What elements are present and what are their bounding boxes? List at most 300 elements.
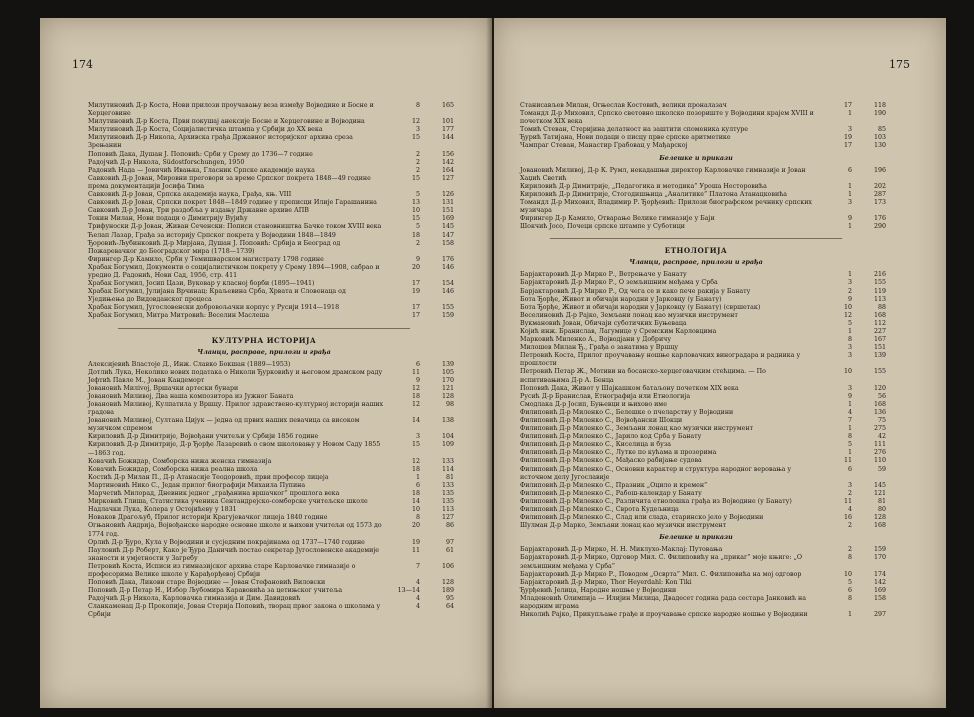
divider: [118, 328, 410, 329]
index-entry: [88, 207, 454, 215]
entry-page: 159: [441, 312, 454, 320]
entry-page: 156: [441, 150, 454, 158]
index-entry: [520, 384, 886, 393]
entry-volume: 2: [847, 522, 852, 530]
index-entry: [520, 327, 886, 336]
entry-volume: 15: [411, 441, 420, 449]
index-entry: [520, 110, 886, 126]
entry-page: 168: [873, 522, 886, 530]
entry-text: Храбак Богумил, Митра Митровић: Веселин Маслеша: [88, 312, 270, 320]
index-entry: [520, 554, 886, 570]
entry-page: 61: [445, 546, 454, 554]
entry-page: 138: [441, 417, 454, 425]
entry-text: Филиповић Д-р Миленко С., Белешке о пчеларству у Војводини: [520, 408, 734, 416]
entry-page: 133: [441, 481, 454, 489]
entry-volume: 9: [847, 215, 852, 223]
entry-volume: 19: [411, 538, 420, 546]
entry-text: Барјактаровић Д-р Мирко Р., Ветрењаче у Банату: [520, 271, 687, 279]
entry-text: Томандл Д-р Миховил, Владимир Р. Ђорђевић: Прилози биографском речнику српских музичара: [520, 198, 812, 215]
entry-page: 120: [873, 384, 886, 392]
entry-volume: 3: [847, 344, 852, 352]
entry-page: 127: [441, 174, 454, 182]
entry-volume: 12: [411, 401, 420, 408]
entry-page: 111: [873, 441, 886, 449]
entry-text: Храбак Богумил, Јулијана Врчинац: Краљевина Срба, Хрвата и Словенаца од Уједињења до Видовданског процеса: [88, 288, 346, 304]
entry-text: Милутиновић Д-р Коста, Нови прилози проучавању веза између Војводине и Босне и Херцеговине: [88, 102, 374, 118]
entry-text: Бота Ђорђе, Живот и обичаји народни у Јарковцу (у Банату): [520, 295, 722, 303]
index-entry: [520, 311, 886, 320]
entry-text: Барјактаровић Д-р Мирко, Thor Heyerdahl: Kon Tiki: [520, 578, 692, 586]
index-entry: [88, 368, 454, 377]
index-entry: [520, 514, 886, 522]
entry-page: 158: [441, 239, 454, 247]
index-entry: [88, 239, 454, 256]
index-entry: [88, 579, 454, 587]
entry-volume: 4: [415, 595, 420, 603]
entry-page: 173: [873, 198, 886, 206]
entry-text: Јефтић Павле М., Јован Кандеморт: [88, 376, 205, 384]
index-entry: [88, 562, 454, 579]
entry-volume: 1: [847, 400, 852, 408]
index-entry: [520, 489, 886, 498]
index-entry: [88, 304, 454, 312]
entry-volume: 7: [415, 562, 420, 570]
index-entry: [520, 190, 886, 199]
index-entry: [520, 142, 886, 150]
entry-volume: 13: [411, 199, 420, 207]
entry-volume: 6: [847, 586, 852, 594]
entry-volume: 9: [415, 255, 420, 263]
entry-volume: 8: [847, 594, 852, 602]
index-entry: [520, 344, 886, 352]
entry-page: 287: [873, 190, 886, 198]
section-subtitle: Чланци, расправе, прилози и грађа: [197, 347, 331, 356]
entry-page: 202: [873, 182, 886, 190]
index-entry: [520, 102, 886, 110]
entry-volume: 3: [415, 126, 420, 134]
entry-page: 189: [441, 587, 454, 595]
entry-volume: 2: [847, 489, 852, 497]
entry-text: Ђурић Татијана, Нови подаци о писцу прве српске аритметике: [520, 134, 731, 142]
index-entry: [520, 433, 886, 441]
index-entry: [88, 255, 454, 264]
entry-volume: 15: [411, 215, 420, 223]
entry-text: Барјактаровић Д-р Мирко Р., О земљишним међама у Срба: [520, 279, 718, 287]
index-entry: [520, 303, 886, 312]
entry-text: Храбак Богумил, Југословенски добровољачки корпус у Русији 1914—1918: [88, 304, 340, 312]
index-entry: [520, 198, 886, 215]
entry-volume: 4: [415, 603, 420, 611]
entry-volume: 10: [843, 368, 852, 376]
entry-page: 196: [873, 166, 886, 174]
index-entry: [520, 425, 886, 433]
entry-text: Савковић Д-р Јован, Српски покрет 1848—1849 године у преписци Илије Гарашанина: [88, 199, 377, 207]
entry-page: 155: [441, 304, 454, 312]
entry-text: Филиповић Д-р Миленко С., Сврота Кудељница: [520, 506, 679, 514]
entry-page: 81: [445, 473, 454, 481]
index-entry: [520, 457, 886, 465]
entry-page: 130: [873, 142, 886, 150]
index-entry: [88, 538, 454, 547]
entry-text: Јовановић Милivoj, Вршачки артески бунари: [88, 384, 239, 392]
entry-text: Поповић Д-р Петар Н., Избор Љубомира Каравовића за цетињског учитеља: [88, 587, 343, 595]
entry-volume: 1: [847, 190, 852, 198]
index-entry: [88, 384, 454, 393]
entry-page: 147: [441, 231, 454, 239]
entry-page: 142: [441, 158, 454, 166]
divider: [550, 238, 842, 239]
entry-page: 216: [873, 271, 886, 279]
entry-text: Бота Ђорђе, Живот и обичаји народни у Јарковцу (у Банату) (свршетак): [520, 303, 761, 311]
entry-volume: 3: [847, 481, 852, 489]
entry-page: 154: [441, 280, 454, 288]
entry-text: Храбак Богумил, Документи о социјалистичком покрету у Срему 1894—1908, сабрао и уредио Д. Радонић, Нови Сад, 1956, стр. 411: [88, 263, 380, 279]
index-entry: [88, 134, 454, 150]
entry-volume: 4: [415, 579, 420, 587]
entry-volume: 19: [411, 288, 420, 296]
entry-page: 59: [877, 465, 886, 473]
index-entry: [520, 336, 886, 344]
entry-text: Дотлић Лука, Неколико нових података о Николи Ђурковићу и његовом драмском раду: [88, 368, 383, 376]
index-entry: [520, 215, 886, 223]
index-entry: [88, 102, 454, 118]
index-entry: [88, 522, 454, 538]
entry-volume: 2: [415, 239, 420, 247]
entry-text: Филиповић Д-р Миленко С., Лутке по кућама и прозорима: [520, 449, 717, 457]
entry-text: Надлачки Лука, Колера у Остојићеву у 1831: [88, 506, 237, 514]
index-entry: [520, 182, 886, 191]
left-page: [40, 18, 492, 708]
entry-volume: 3: [847, 384, 852, 392]
entry-page: 155: [873, 279, 886, 287]
entry-volume: 3: [847, 198, 852, 206]
index-entry: [520, 449, 886, 457]
entry-volume: 11: [411, 546, 420, 554]
index-entry: [88, 215, 454, 223]
entry-page: 158: [873, 594, 886, 602]
entry-page: 176: [441, 255, 454, 263]
entry-text: Станисављев Милан, Огњеслав Костовић, велики проналазач: [520, 102, 727, 109]
index-entry: [520, 578, 886, 587]
entry-page: 151: [873, 344, 886, 352]
entry-text: Алексијевић Властоје Д., Инж. Славко Бокшан (1889—1953): [88, 360, 291, 368]
entry-text: Савковић Д-р Јован, Српска академија наука, Грађа, књ. VIII: [88, 191, 292, 199]
entry-volume: 8: [847, 554, 852, 562]
entry-text: Шулман Д-р Марко, Земљани лонац као музички инструмент: [520, 522, 727, 530]
entry-page: 95: [445, 595, 454, 603]
entry-text: Младеновић Олимпија — Илијин Милица, Двадесет година рада сестара Јанковић на народним играма: [520, 594, 806, 610]
entry-volume: 1: [415, 473, 420, 481]
entry-page: 177: [441, 126, 454, 134]
entry-text: Фирингер Д-р Камило, Отварање Велике гимназије у Баји: [520, 215, 715, 223]
entry-volume: 20: [411, 263, 420, 271]
entry-page: 128: [873, 514, 886, 522]
entry-volume: 15: [411, 174, 420, 182]
entry-page: 113: [441, 506, 454, 514]
entry-page: 75: [877, 417, 886, 424]
entry-volume: 14: [411, 498, 420, 506]
index-entry: [520, 319, 886, 328]
entry-text: Јовановић Миливој, Д-р К. Румл, некадашњи директор Карловачке гимназије и Јован Хаџић Светић: [520, 166, 806, 182]
entry-volume: 8: [415, 514, 420, 522]
entry-page: 88: [877, 303, 886, 311]
entry-text: Николић Рајко, Прикупљање грађе и проучавање српске народне ношње у Војводини: [520, 611, 808, 619]
entry-volume: 8: [847, 433, 852, 441]
entry-page: 110: [873, 457, 886, 465]
entry-volume: 3: [847, 126, 852, 134]
entry-volume: 17: [411, 280, 420, 288]
entry-page: 56: [877, 392, 886, 400]
entry-volume: 5: [847, 578, 852, 586]
entry-text: Ковачић Божидар, Сомборска нижа женска гимназија: [88, 457, 272, 465]
entry-volume: 18: [411, 465, 420, 473]
entry-page: 144: [441, 134, 454, 142]
entry-volume: 20: [411, 522, 420, 530]
entry-text: Радојчић Д-р Никола, Südostforschungen, 1950: [88, 158, 245, 166]
index-entry: [520, 586, 886, 595]
entry-text: Филиповић Д-р Миленко С., Слад или слада, старинско јело у Војводини: [520, 514, 764, 522]
entry-volume: 1: [847, 449, 852, 457]
index-entry: [520, 594, 886, 611]
index-entry: [88, 199, 454, 207]
entry-text: Огњановић Андрија, Војвођанске народне основне школе и њихови учитељи од 1573 до 1774 год.: [88, 522, 382, 538]
entry-text: Шокчић Јосо, Почеци српске штампе у Суботици: [520, 223, 685, 231]
index-entry: [88, 231, 454, 240]
entry-text: Смодлака Д-р Јосип, Буњевци и њихово име: [520, 400, 667, 408]
entry-page: 101: [441, 118, 454, 126]
entry-page: 275: [873, 425, 886, 433]
right-page: [494, 18, 946, 708]
entry-volume: 10: [843, 570, 852, 578]
entry-text: Савковић Д-р Јован, Три раздобља у издању Државне архиве АПВ: [88, 207, 309, 215]
entry-volume: 10: [411, 506, 420, 514]
entry-text: Петровић Коста, Исписи из гимназијског архива старе Карловачке гимназије о професорима Велике школе у Карађорђевој Србији: [88, 562, 356, 578]
entry-page: 276: [873, 449, 886, 457]
index-entry: [88, 546, 454, 563]
entry-page: 81: [877, 497, 886, 505]
entry-page: 145: [441, 223, 454, 231]
page-number-right: 175: [889, 58, 910, 71]
entry-page: 151: [441, 207, 454, 215]
entry-text: Филиповић Д-р Миленко С., Празник „Оцило и кремен”: [520, 481, 708, 489]
entry-text: Филиповић Д-р Миленко С., Земљани лонац као музички инструмент: [520, 425, 754, 433]
index-entry: [88, 223, 454, 231]
entry-text: Филиповић Д-р Миленко С., Различита етнолошка грађа из Војводине (у Банату): [520, 497, 792, 505]
index-entry: [88, 118, 454, 126]
entry-text: Храбак Богумил, Јосип Цази, Вуковар у класној борби (1895—1941): [88, 280, 315, 288]
entry-volume: 1: [847, 223, 852, 231]
entry-text: Сланкаменац Д-р Прокопије, Јован Стерија Поповић, творац првог закона о школама у Србији: [88, 603, 381, 619]
index-entry: [520, 400, 886, 409]
entry-page: 169: [441, 215, 454, 223]
entry-page: 113: [873, 295, 886, 303]
entry-text: Марчетић Милорад, Дневник једног „грађанина вршачког” прошлога века: [88, 490, 340, 498]
index-entry: [88, 603, 454, 619]
entry-text: Марковић Миленко А., Војводјани у Добричу: [520, 336, 672, 344]
index-entry: [520, 352, 886, 368]
entry-volume: 6: [847, 465, 852, 473]
entry-text: Милутиновић Д-р Никола, Архивска грађа Државног историјског архива среза Зрењанин: [88, 134, 353, 150]
entry-text: Мирковић Глиша, Статистика ученика Сентандрејско-сомборске учитељске школе: [88, 498, 368, 506]
entry-text: Мартиновић Нико С., Један прилог биографији Михаила Пупина: [88, 481, 306, 489]
index-entry: [88, 465, 454, 474]
entry-text: Фирингер Д-р Камило, Срби у Темишварском магистрату 1798 године: [88, 255, 324, 263]
entry-page: 136: [873, 408, 886, 416]
section-subtitle: Чланци, расправе, прилози и грађа: [629, 258, 763, 267]
entry-text: Филиповић Д-р Миленко С., Киселица и буза: [520, 441, 672, 449]
index-entry: [88, 506, 454, 514]
entry-page: 169: [873, 586, 886, 594]
index-entry: [520, 271, 886, 279]
entry-text: Веселиновић Д-р Рајко, Земљани лонац као музички инструмент: [520, 311, 738, 319]
entry-page: 165: [441, 102, 454, 109]
entry-page: 190: [873, 110, 886, 118]
entry-volume: 1: [847, 611, 852, 619]
entry-text: Милутиновић Д-р Коста, Социјалистичка штампа у Србији до XX века: [88, 126, 323, 134]
entry-page: 105: [441, 368, 454, 376]
index-entry: [88, 514, 454, 522]
right-entries-main: [520, 271, 886, 530]
index-entry: [88, 376, 454, 385]
entry-page: 164: [441, 166, 454, 174]
index-entry: [520, 611, 886, 619]
index-entry: [88, 166, 454, 175]
index-entry: [88, 288, 454, 304]
entry-text: Радојчић Д-р Никола, Карловачка гимназија и Дим. Давидовић: [88, 595, 301, 603]
entry-page: 168: [873, 400, 886, 408]
entry-page: 114: [441, 465, 454, 473]
entry-volume: 17: [411, 304, 420, 312]
index-entry: [88, 498, 454, 506]
index-entry: [520, 546, 886, 554]
index-entry: [88, 457, 454, 466]
entry-volume: 5: [847, 319, 852, 327]
entry-text: Јовановић Миливој, Кулпатила у Вршцу. Прилог здравствено-културној историји наших градова: [88, 401, 384, 417]
entry-text: Пауловић Д-р Роберт, Како је Ђура Даничић постао секретар Југословенске академије знаности и умјетности у Загребу: [88, 546, 380, 562]
entry-volume: 11: [843, 497, 852, 505]
entry-volume: 18: [411, 392, 420, 400]
entry-page: 176: [873, 215, 886, 223]
entry-volume: 5: [847, 441, 852, 449]
entry-page: 104: [441, 433, 454, 441]
entry-volume: 11: [411, 368, 420, 376]
index-entry: [88, 360, 454, 369]
entry-page: 128: [441, 392, 454, 400]
entry-volume: 1: [847, 271, 852, 279]
index-entry: [520, 570, 886, 579]
entry-page: 145: [873, 481, 886, 489]
index-entry: [520, 497, 886, 506]
entry-volume: 1: [847, 327, 852, 335]
index-entry: [88, 392, 454, 401]
index-entry: [520, 126, 886, 134]
entry-page: 297: [873, 611, 886, 619]
entry-page: 98: [445, 401, 454, 408]
entry-page: 170: [873, 554, 886, 562]
entry-page: 121: [873, 489, 886, 497]
entry-text: Петровић Петар Ж., Мотиви на босанско-херцеговачким стећцима. — По испитивањима Д-р А. Бенца: [520, 368, 766, 384]
index-entry: [88, 481, 454, 490]
entry-volume: 14: [411, 417, 420, 425]
entry-text: Токин Милан, Нови подаци о Димитрију Вујићу: [88, 215, 248, 223]
entry-text: Кириловић Д-р Димитрије, Војвођани учитељи у Србији 1856 године: [88, 433, 319, 441]
subsection-title-notes-1: Белешке и прикази: [659, 153, 733, 162]
entry-volume: 5: [415, 191, 420, 199]
entry-volume: 8: [415, 102, 420, 109]
entry-text: Русић Д-р Бранислав, Етнографија или Етнологија: [520, 392, 691, 400]
entry-text: Новаков Драгољуб, Прилог историји Крагујевачког лицеја 1840 године: [88, 514, 328, 522]
left-entries-top: [88, 102, 454, 321]
entry-volume: 1: [847, 425, 852, 433]
entry-text: Филиповић Д-р Миленко С., Јарило код Срба у Банату: [520, 433, 702, 441]
index-entry: [520, 408, 886, 417]
index-entry: [88, 158, 454, 167]
entry-text: Филиповић Д-р Миленко С., Основни карактер и структура народног веровања у источном делу Југославије: [520, 465, 792, 481]
entry-text: Савковић Д-р Јован, Мировни преговори за време Српског покрета 1848—49 године према документацији Јосифа Тима: [88, 174, 371, 190]
entry-text: Филиповић Д-р Миленко С., Војвођански Шокци: [520, 417, 683, 424]
entry-page: 146: [441, 288, 454, 296]
entry-volume: 9: [415, 376, 420, 384]
entry-text: Кириловић Д-р Димитрије, Стогодишњица „Аналитике” Платона Атанацковића: [520, 190, 788, 198]
entry-volume: 11: [843, 457, 852, 465]
index-entry: [88, 401, 454, 417]
index-entry: [520, 223, 886, 231]
entry-text: Барјактаровић Д-р Мирко Р., Од чега се и како пече ракија у Банату: [520, 287, 751, 295]
right-entries-top: [520, 102, 886, 151]
entry-text: Филиповић Д-р Миленко С., Рабош-календар у Банату: [520, 489, 702, 497]
entry-volume: 13—14: [397, 587, 420, 595]
entry-text: Филиповић Д-р Миленко С., Мађаско рабијање судова: [520, 457, 702, 465]
entry-page: 106: [441, 562, 454, 570]
index-entry: [88, 150, 454, 159]
entry-text: Кириловић Д-р Димитрије, Д-р Ђорђе Лазаревић о свом школовању у Новом Саду 1855—1863 год.: [88, 441, 381, 457]
index-entry: [88, 595, 454, 603]
index-entry: [520, 287, 886, 296]
entry-volume: 9: [847, 392, 852, 400]
entry-page: 135: [441, 490, 454, 498]
entry-volume: 7: [847, 417, 852, 424]
section-title-ethnology: ЕТНОЛОГИЈА: [664, 246, 728, 256]
entry-text: Којић инж. Бранислав, Лагумице у Сремским Карловцима: [520, 327, 717, 335]
index-entry: [520, 279, 886, 287]
entry-text: Петровић Коста, Прилог проучавању ношње карловачких виноградара и радника у прошлости: [520, 352, 801, 368]
entry-volume: 2: [415, 150, 420, 158]
entry-text: Милошев Милан Ђ., Грађа о занатима у Вршцу: [520, 344, 679, 352]
entry-volume: 6: [415, 481, 420, 489]
index-entry: [520, 481, 886, 490]
entry-volume: 3: [415, 433, 420, 441]
right-column: [520, 102, 886, 619]
entry-page: 112: [873, 319, 886, 327]
entry-page: 121: [441, 384, 454, 392]
index-entry: [88, 441, 454, 457]
entry-text: Поповић Дака, Ликови старе Војводине — Јован Стефановић Виловски: [88, 579, 326, 587]
entry-volume: 2: [415, 158, 420, 166]
entry-text: Барјактаровић Д-р Мирко, Н. Н. Миклухо-Маклај: Путовања: [520, 546, 723, 554]
entry-page: 126: [441, 191, 454, 199]
entry-volume: 4: [847, 408, 852, 416]
entry-volume: 19: [843, 134, 852, 142]
entry-page: 146: [441, 263, 454, 271]
index-entry: [88, 417, 454, 433]
section-title-cultural-history: КУЛТУРНА ИСТОРИЈА: [211, 335, 317, 345]
entry-page: 167: [873, 336, 886, 344]
entry-volume: 2: [847, 287, 852, 295]
index-entry: [520, 392, 886, 401]
entry-volume: 10: [843, 303, 852, 311]
entry-page: 133: [441, 457, 454, 465]
entry-volume: 12: [843, 311, 852, 319]
